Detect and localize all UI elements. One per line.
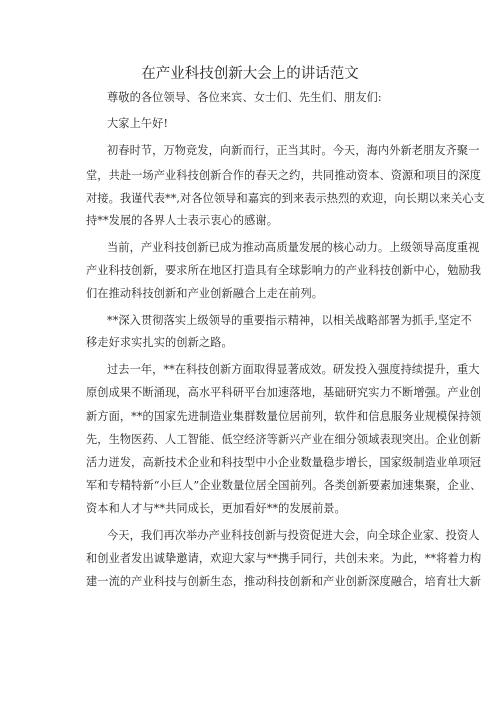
paragraph-line: **深入贯彻落实上级领导的重要指示精神，以相关战略部署为抓手,坚定不: [107, 314, 472, 327]
paragraph-line: 过去一年，**在科技创新方面取得显著成效。研发投入强度持续提升，重大: [107, 363, 480, 376]
paragraph-line: 堂，共赴一场产业科技创新合作的春天之约，共同推动资本、资源和项目的深度: [86, 169, 482, 182]
paragraph-line: 产业科技创新，要求所在地区打造具有全球影响力的产业科技创新中心，勉励我: [86, 264, 482, 277]
paragraph-line: 活力迸发，高新技术企业和科技型中小企业数量稳步增长，国家级制造业单项冠: [86, 456, 482, 469]
paragraph-line: 移走好求实扎实的创新之路。: [86, 336, 233, 349]
paragraph-line: 先，生物医药、人工智能、低空经济等新兴产业在细分领域表现突出。企业创新: [86, 433, 482, 446]
paragraph-line: 们在推动科技创新和产业创新融合上走在前列。: [86, 287, 324, 300]
paragraph-line: 原创成果不断涌现，高水平科研平台加速落地，基础研究实力不断增强。产业创: [86, 386, 482, 399]
paragraph-line: 对接。我谨代表**,对各位领导和嘉宾的到来表示热烈的欢迎，向长期以来关心支: [86, 192, 485, 205]
document-title: 在产业科技创新大会上的讲话范文: [141, 66, 359, 82]
paragraph-line: 初春时节，万物竞发，向新而行，正当其时。今天，海内外新老朋友齐聚一: [107, 144, 480, 157]
paragraph-line: 大家上午好!: [107, 117, 169, 130]
paragraph-line: 新方面，**的国家先进制造业集群数量位居前列，软件和信息服务业规模保持领: [86, 410, 482, 423]
paragraph-line: 建一流的产业科技与创新生态，推动科技创新和产业创新深度融合，培育壮大新: [86, 575, 482, 588]
paragraph-line: 尊敬的各位领导、各位来宾、女士们、先生们、朋友们:: [107, 91, 382, 104]
paragraph-line: 资本和人才与**共同成长，更加看好**的发展前景。: [86, 502, 346, 515]
paragraph-line: 和创业者发出诚挚邀请，欢迎大家与**携手同行，共创未来。为此，**将着力构: [86, 552, 482, 565]
paragraph-line: 军和专精特新“小巨人”企业数量位居全国前列。各类创新要素加速集聚，企业、: [86, 479, 482, 492]
paragraph-line: 当前，产业科技创新已成为推动高质量发展的核心动力。上级领导高度重视: [107, 241, 480, 254]
paragraph-line: 今天，我们再次举办产业科技创新与投资促进大会，向全球企业家、投资人: [107, 529, 480, 542]
paragraph-line: 持**发展的各界人士表示衷心的感谢。: [86, 214, 278, 227]
